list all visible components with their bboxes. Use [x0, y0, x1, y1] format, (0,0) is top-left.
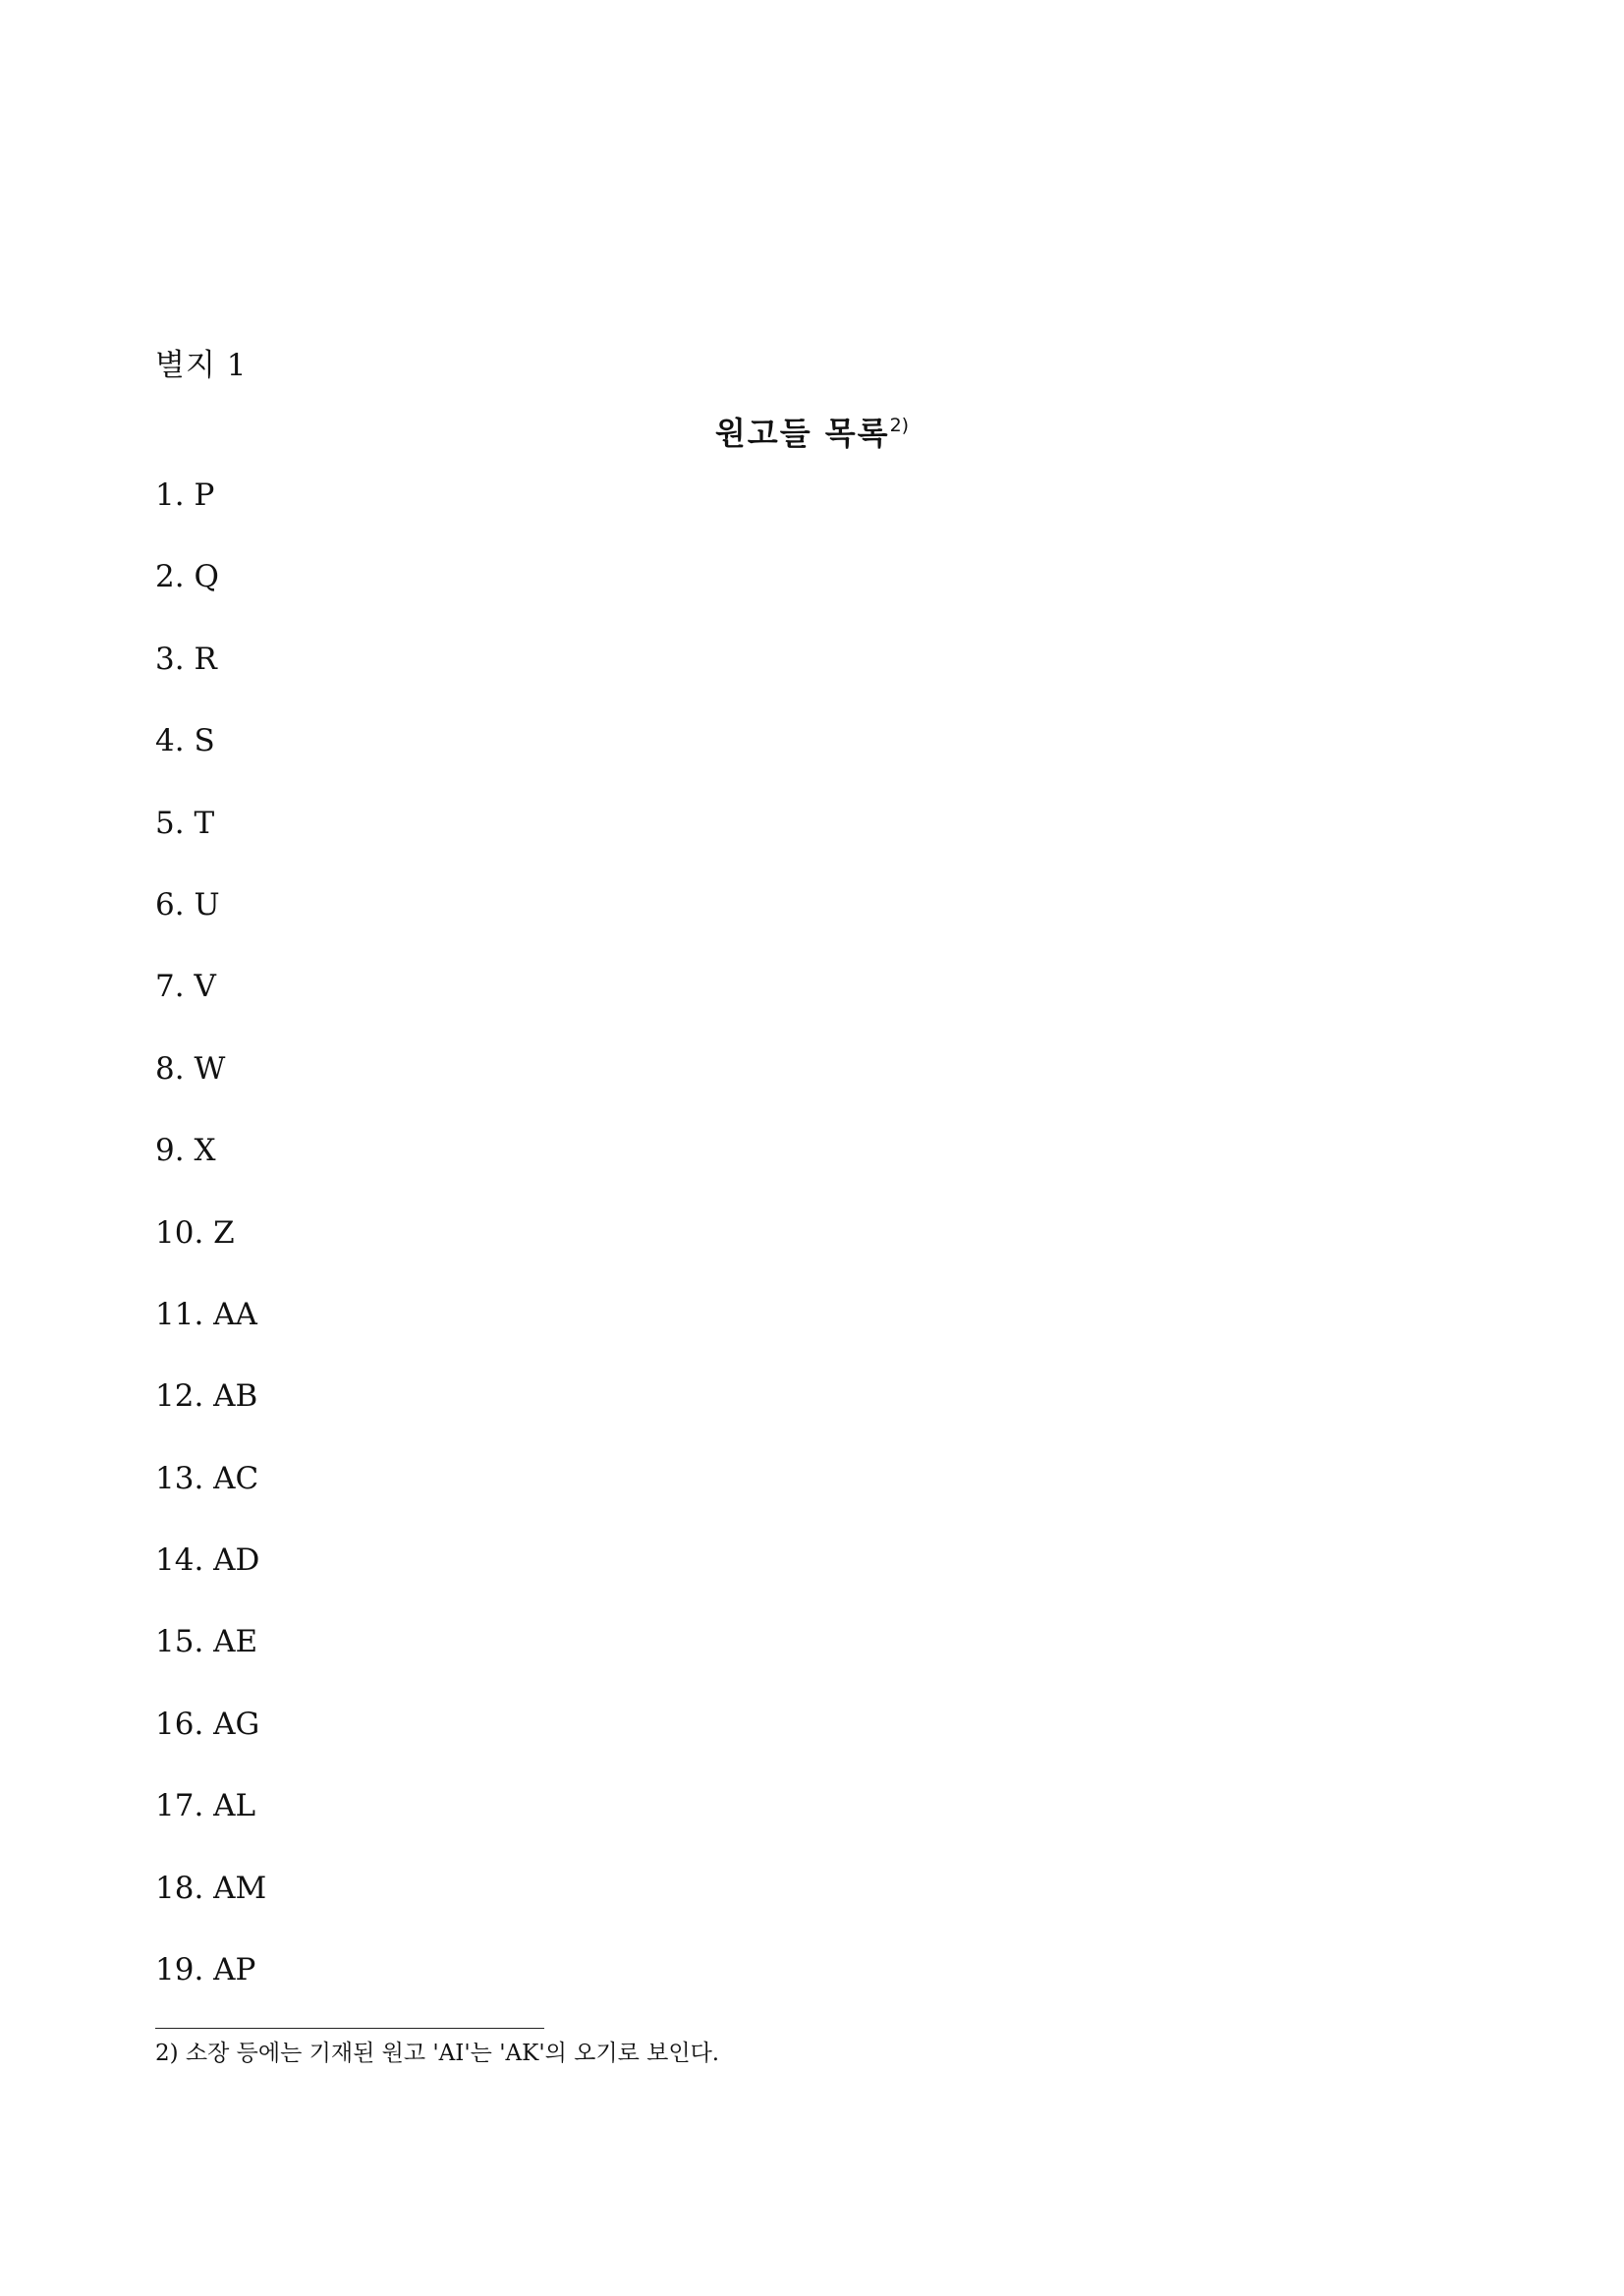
- plaintiff-number: 1.: [155, 477, 185, 513]
- plaintiff-name: Q: [194, 559, 219, 595]
- footnote-reference: 2): [889, 415, 910, 436]
- plaintiff-name: AG: [213, 1706, 260, 1742]
- footnote-text: 소장 등에는 기재된 원고 'AI'는 'AK'의 오기로 보인다.: [185, 2041, 720, 2066]
- plaintiff-item: [155, 1376, 266, 1458]
- plaintiff-item: [155, 640, 266, 721]
- plaintiff-name: AP: [213, 1952, 256, 1988]
- plaintiff-item: [155, 1540, 266, 1622]
- plaintiff-number: 12.: [155, 1378, 204, 1415]
- plaintiff-name: Z: [213, 1214, 235, 1251]
- footnote: [155, 2038, 719, 2069]
- plaintiff-number: 4.: [155, 723, 185, 759]
- plaintiff-number: 5.: [155, 805, 185, 841]
- plaintiff-name: V: [194, 969, 216, 1005]
- plaintiff-item: [155, 1131, 266, 1212]
- plaintiff-item: [155, 1459, 266, 1540]
- plaintiff-number: 15.: [155, 1624, 204, 1660]
- plaintiff-number: 19.: [155, 1952, 204, 1988]
- plaintiff-name: AB: [213, 1378, 258, 1415]
- plaintiff-name: AM: [213, 1870, 267, 1906]
- plaintiff-number: 16.: [155, 1706, 204, 1742]
- plaintiff-name: X: [194, 1133, 216, 1169]
- plaintiff-item: [155, 721, 266, 803]
- footnote-divider: [155, 2028, 544, 2029]
- plaintiff-number: 17.: [155, 1788, 204, 1824]
- plaintiff-item: [155, 557, 266, 639]
- plaintiff-list: [155, 476, 266, 2032]
- plaintiff-number: 6.: [155, 886, 185, 923]
- plaintiff-name: AA: [213, 1296, 257, 1332]
- plaintiff-item: [155, 1049, 266, 1131]
- plaintiff-number: 10.: [155, 1214, 204, 1251]
- plaintiff-name: P: [194, 477, 215, 513]
- title-text: 원고들 목록: [714, 415, 890, 452]
- plaintiff-name: AC: [213, 1460, 259, 1496]
- plaintiff-item: [155, 1869, 266, 1950]
- plaintiff-number: 13.: [155, 1460, 204, 1496]
- plaintiff-number: 7.: [155, 969, 185, 1005]
- plaintiff-name: T: [194, 805, 215, 841]
- plaintiff-item: [155, 804, 266, 885]
- plaintiff-name: AE: [213, 1624, 258, 1660]
- plaintiff-item: [155, 885, 266, 967]
- plaintiff-name: U: [194, 886, 220, 923]
- plaintiff-name: S: [194, 723, 215, 759]
- attachment-label: 별지 1: [155, 348, 248, 383]
- plaintiff-number: 2.: [155, 559, 185, 595]
- plaintiff-item: [155, 1622, 266, 1704]
- plaintiff-number: 3.: [155, 641, 185, 677]
- plaintiff-number: 11.: [155, 1296, 204, 1332]
- plaintiff-item: [155, 1786, 266, 1868]
- page-title: [0, 413, 1624, 454]
- plaintiff-number: 9.: [155, 1133, 185, 1169]
- plaintiff-number: 8.: [155, 1050, 185, 1087]
- plaintiff-name: R: [194, 641, 217, 677]
- plaintiff-number: 14.: [155, 1542, 204, 1579]
- plaintiff-item: [155, 967, 266, 1048]
- plaintiff-name: AD: [213, 1542, 260, 1579]
- plaintiff-item: [155, 1295, 266, 1376]
- plaintiff-item: [155, 1213, 266, 1295]
- plaintiff-name: W: [194, 1050, 226, 1087]
- plaintiff-item: [155, 1950, 266, 2032]
- plaintiff-item: [155, 1705, 266, 1786]
- footnote-marker: 2): [155, 2041, 179, 2066]
- plaintiff-number: 18.: [155, 1870, 204, 1906]
- plaintiff-item: [155, 476, 266, 557]
- plaintiff-name: AL: [213, 1788, 256, 1824]
